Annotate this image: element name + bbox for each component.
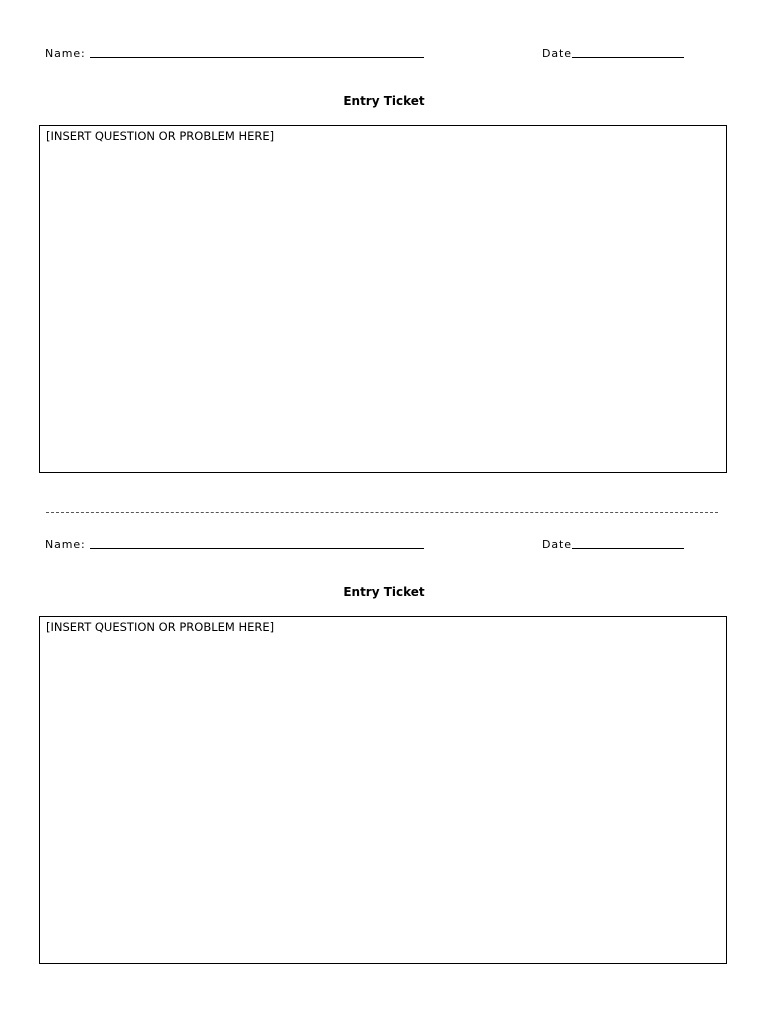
date-blank-line[interactable] xyxy=(572,56,684,58)
name-field xyxy=(45,47,424,60)
name-label: Name: xyxy=(45,47,86,60)
question-prompt: [INSERT QUESTION OR PROBLEM HERE] xyxy=(46,620,275,634)
cut-line-divider xyxy=(46,512,718,513)
name-blank-line[interactable] xyxy=(90,547,424,549)
ticket-title: Entry Ticket xyxy=(343,94,425,108)
name-blank-line[interactable] xyxy=(90,56,424,58)
date-label: Date xyxy=(542,47,572,60)
name-label: Name: xyxy=(45,538,86,551)
date-label: Date xyxy=(542,538,572,551)
ticket-title: Entry Ticket xyxy=(343,585,425,599)
date-field xyxy=(542,47,684,60)
name-field xyxy=(45,538,424,551)
question-prompt: [INSERT QUESTION OR PROBLEM HERE] xyxy=(46,129,275,143)
date-blank-line[interactable] xyxy=(572,547,684,549)
answer-box[interactable] xyxy=(39,616,727,964)
date-field xyxy=(542,538,684,551)
answer-box[interactable] xyxy=(39,125,727,473)
